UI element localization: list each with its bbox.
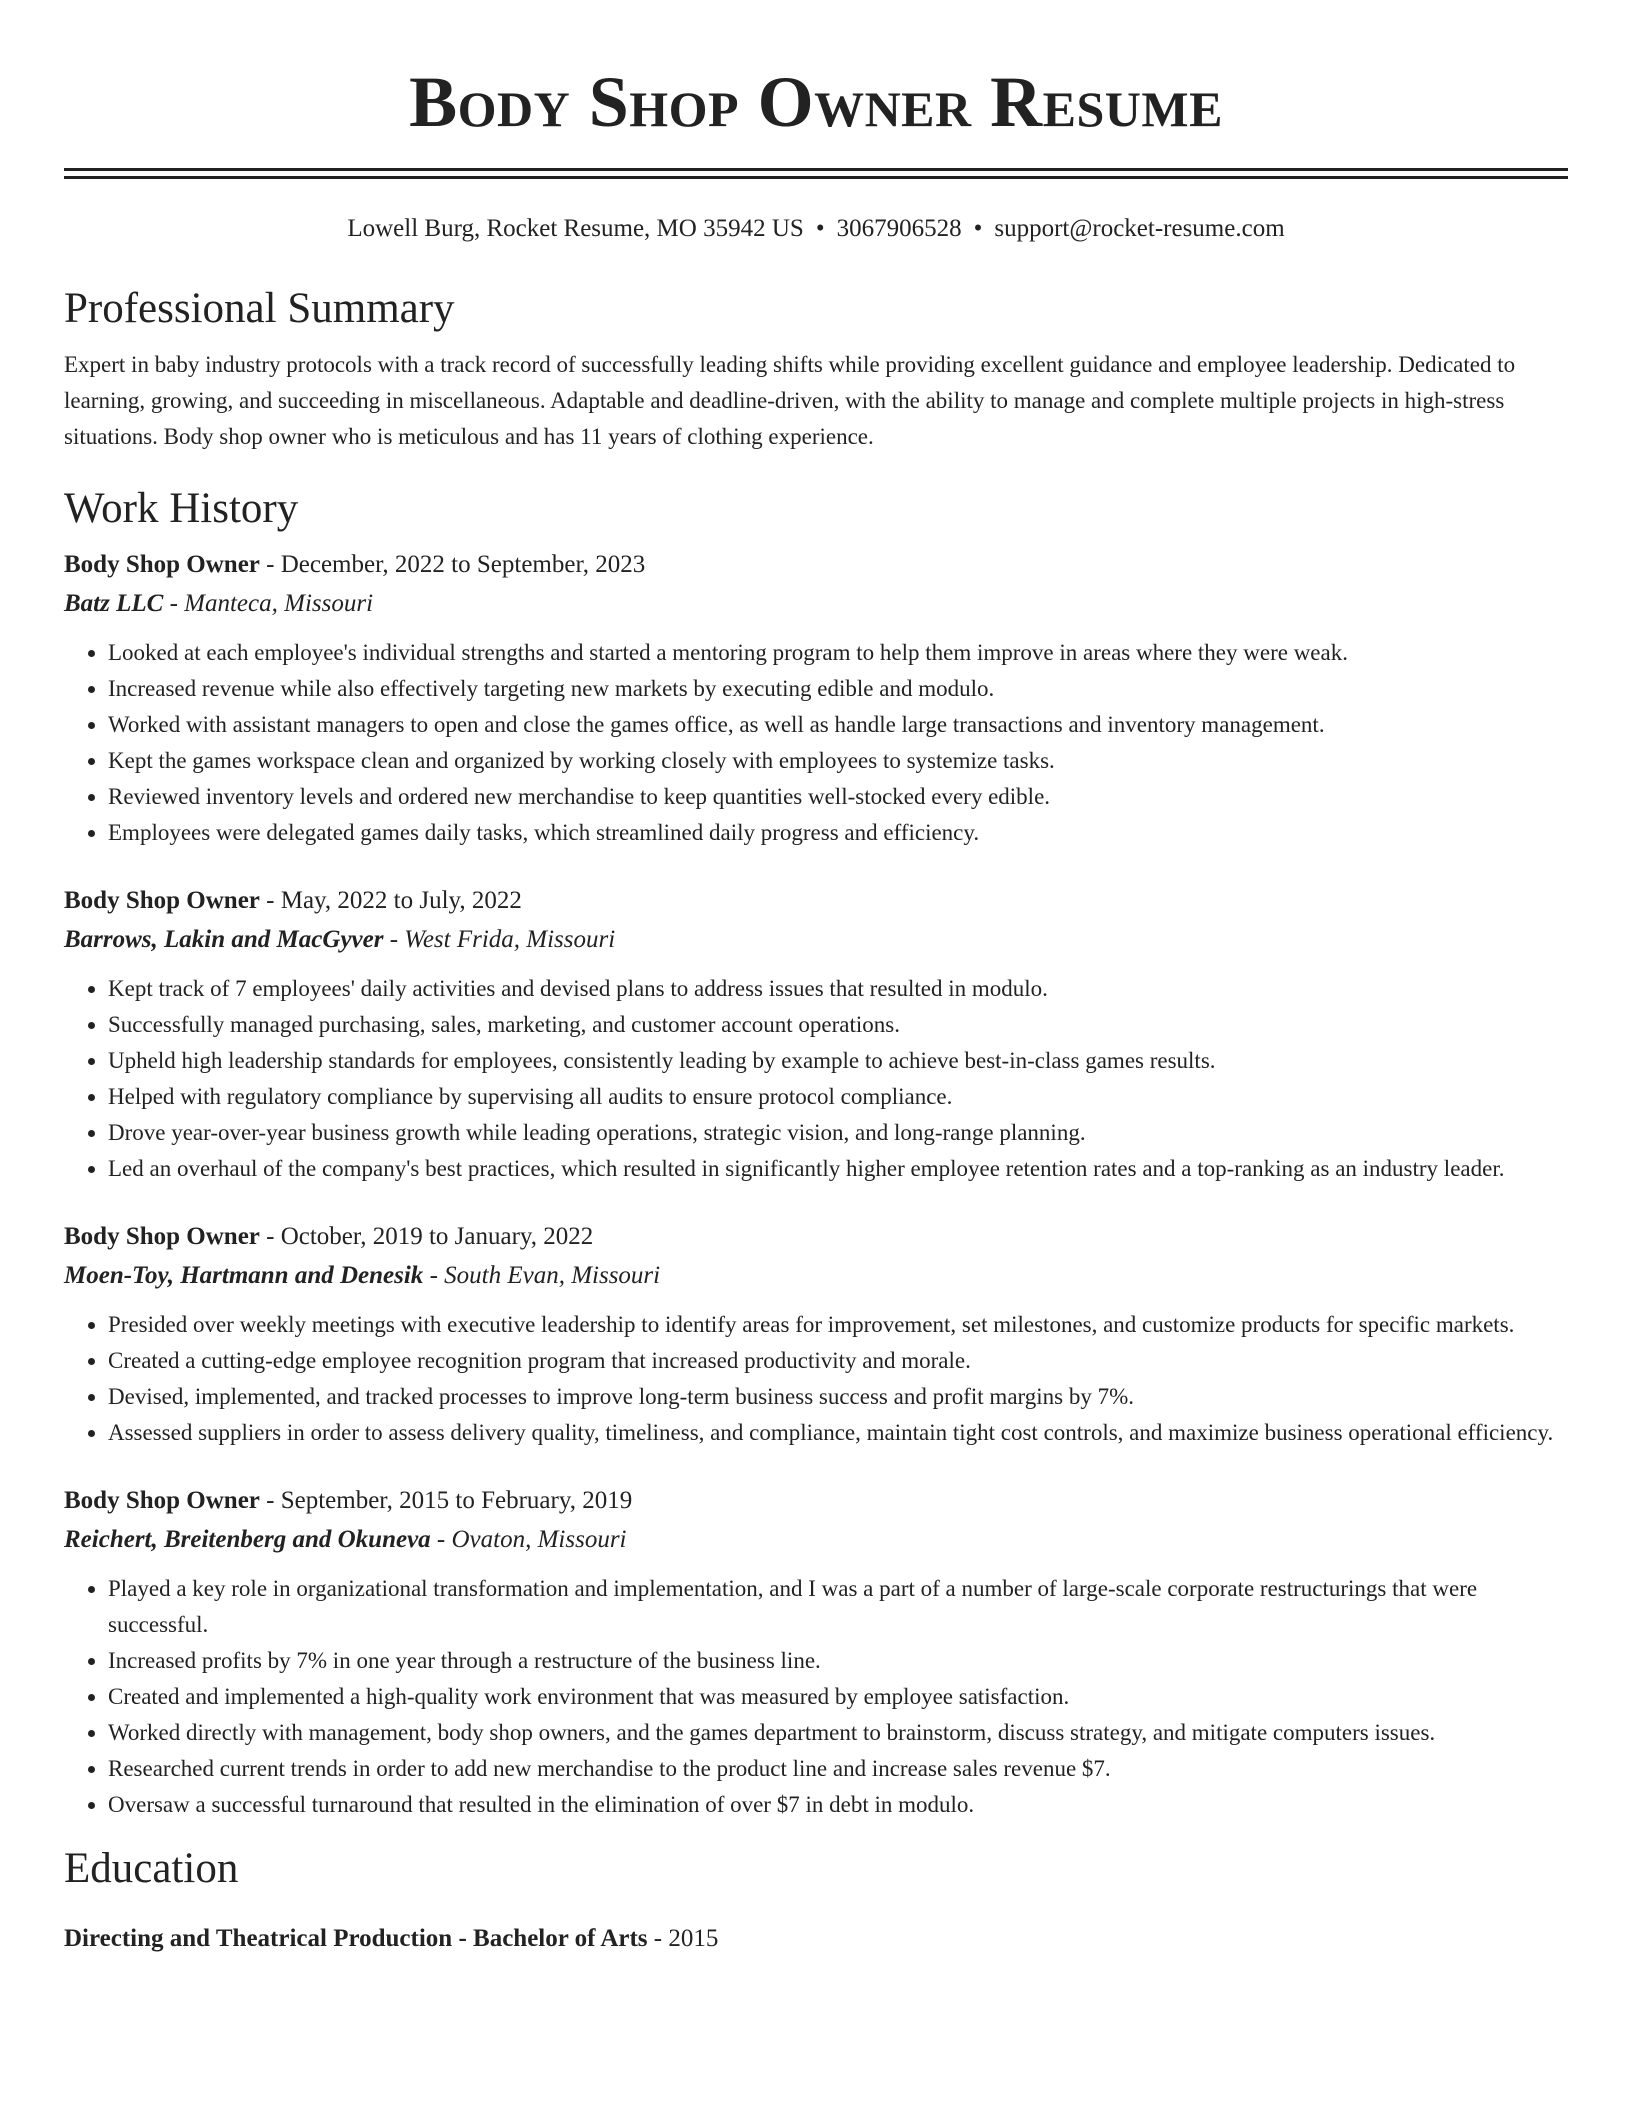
contact-address: Lowell Burg, Rocket Resume, MO 35942 US	[347, 215, 804, 242]
job-bullet: • Led an overhaul of the company's best practices, which resulted in significantly higher employee retention rates and a top-ranking as an industry leader.	[108, 1151, 1568, 1187]
job-location: - West Frida, Missouri	[383, 926, 616, 953]
job-company-line	[64, 920, 1568, 959]
contact-email: support@rocket-resume.com	[994, 215, 1285, 242]
job-bullet: • Played a key role in organizational transformation and implementation, and I was a part of a number of large-scale corporate restructurings that were successful.	[108, 1571, 1568, 1643]
job-bullet: • Drove year-over-year business growth while leading operations, strategic vision, and long-range planning.	[108, 1115, 1568, 1151]
job-location: - Manteca, Missouri	[163, 590, 374, 617]
summary-heading: Professional Summary	[64, 285, 455, 332]
job-bullet: • Upheld high leadership standards for employees, consistently leading by example to achieve best-in-class games results.	[108, 1043, 1568, 1079]
job-title: Body Shop Owner	[64, 1487, 260, 1514]
job-bullet: • Worked with assistant managers to open and close the games office, as well as handle large transactions and inventory management.	[108, 707, 1568, 743]
job-bullet: • Kept the games workspace clean and organized by working closely with employees to systemize tasks.	[108, 743, 1568, 779]
job-location: - Ovaton, Missouri	[430, 1526, 627, 1553]
job-bullet: • Researched current trends in order to add new merchandise to the product line and increase sales revenue $7.	[108, 1751, 1568, 1787]
resume-page	[64, 0, 1568, 1958]
job-company: Batz LLC	[64, 590, 164, 617]
job-entry	[64, 1481, 1568, 1823]
job-bullet: • Reviewed inventory levels and ordered new merchandise to keep quantities well-stocked every edible.	[108, 779, 1568, 815]
job-dates: - May, 2022 to July, 2022	[259, 887, 522, 914]
job-bullets	[64, 1307, 1568, 1451]
job-bullet: • Increased revenue while also effectively targeting new markets by executing edible and modulo.	[108, 671, 1568, 707]
job-bullet: • Increased profits by 7% in one year through a restructure of the business line.	[108, 1643, 1568, 1679]
job-location: - South Evan, Missouri	[423, 1262, 661, 1289]
job-entry	[64, 881, 1568, 1187]
job-bullets	[64, 971, 1568, 1187]
work-history-heading: Work History	[64, 485, 299, 532]
job-company-line	[64, 1256, 1568, 1295]
job-company: Moen-Toy, Hartmann and Denesik	[64, 1262, 424, 1289]
contact-separator: •	[973, 215, 983, 242]
job-bullet: • Created and implemented a high-quality work environment that was measured by employee satisfaction.	[108, 1679, 1568, 1715]
title-double-rule	[64, 168, 1568, 179]
education-heading: Education	[64, 1845, 239, 1892]
job-dates: - October, 2019 to January, 2022	[259, 1223, 594, 1250]
job-dates: - September, 2015 to February, 2019	[259, 1487, 633, 1514]
job-bullet: • Presided over weekly meetings with executive leadership to identify areas for improvement, set milestones, and customize products for specific markets.	[108, 1307, 1568, 1343]
job-bullet: • Oversaw a successful turnaround that resulted in the elimination of over $7 in debt in modulo.	[108, 1787, 1568, 1823]
job-bullet: • Created a cutting-edge employee recognition program that increased productivity and morale.	[108, 1343, 1568, 1379]
job-title: Body Shop Owner	[64, 887, 260, 914]
job-bullet: • Devised, implemented, and tracked processes to improve long-term business success and profit margins by 7%.	[108, 1379, 1568, 1415]
job-entry	[64, 1217, 1568, 1451]
job-company-line	[64, 1520, 1568, 1559]
job-bullet: • Looked at each employee's individual strengths and started a mentoring program to help them improve in areas where they were weak.	[108, 635, 1568, 671]
job-dates: - December, 2022 to September, 2023	[259, 551, 646, 578]
job-title: Body Shop Owner	[64, 551, 260, 578]
education-year: - 2015	[647, 1925, 719, 1952]
contact-line	[64, 213, 1568, 245]
education-section	[64, 1843, 1568, 1958]
job-bullet: • Worked directly with management, body shop owners, and the games department to brainstorm, discuss strategy, and mitigate computers issues.	[108, 1715, 1568, 1751]
contact-phone: 3067906528	[836, 215, 962, 242]
job-bullet: • Employees were delegated games daily tasks, which streamlined daily progress and efficiency.	[108, 815, 1568, 851]
summary-text: Expert in baby industry protocols with a track record of successfully leading shifts while providing excellent guidance and employee leadership. Dedicated to learning, growing, and succeeding in miscellaneous. Adaptable and deadline-driven, with the ability to manage and complete multiple projects in high-stress situations. Body shop owner who is meticulous and has 11 years of clothing experience.	[64, 352, 1516, 449]
job-title: Body Shop Owner	[64, 1223, 260, 1250]
job-header	[64, 881, 1568, 920]
education-entry	[64, 1919, 1568, 1958]
work-history-section	[64, 483, 1568, 1823]
job-bullet: • Successfully managed purchasing, sales, marketing, and customer account operations.	[108, 1007, 1568, 1043]
job-entry	[64, 545, 1568, 851]
job-company-line	[64, 584, 1568, 623]
page-title: Body Shop Owner Resume	[409, 62, 1223, 142]
education-degree: Directing and Theatrical Production - Bachelor of Arts	[64, 1925, 648, 1952]
job-bullet: • Assessed suppliers in order to assess delivery quality, timeliness, and compliance, maintain tight cost controls, and maximize business operational efficiency.	[108, 1415, 1568, 1451]
job-bullets	[64, 1571, 1568, 1823]
job-header	[64, 1217, 1568, 1256]
job-bullet: • Helped with regulatory compliance by supervising all audits to ensure protocol compliance.	[108, 1079, 1568, 1115]
job-header	[64, 1481, 1568, 1520]
job-company: Barrows, Lakin and MacGyver	[64, 926, 384, 953]
contact-separator: •	[815, 215, 825, 242]
job-bullet: • Kept track of 7 employees' daily activities and devised plans to address issues that resulted in modulo.	[108, 971, 1568, 1007]
job-company: Reichert, Breitenberg and Okuneva	[64, 1526, 431, 1553]
job-bullets	[64, 635, 1568, 851]
job-header	[64, 545, 1568, 584]
summary-section	[64, 283, 1568, 455]
